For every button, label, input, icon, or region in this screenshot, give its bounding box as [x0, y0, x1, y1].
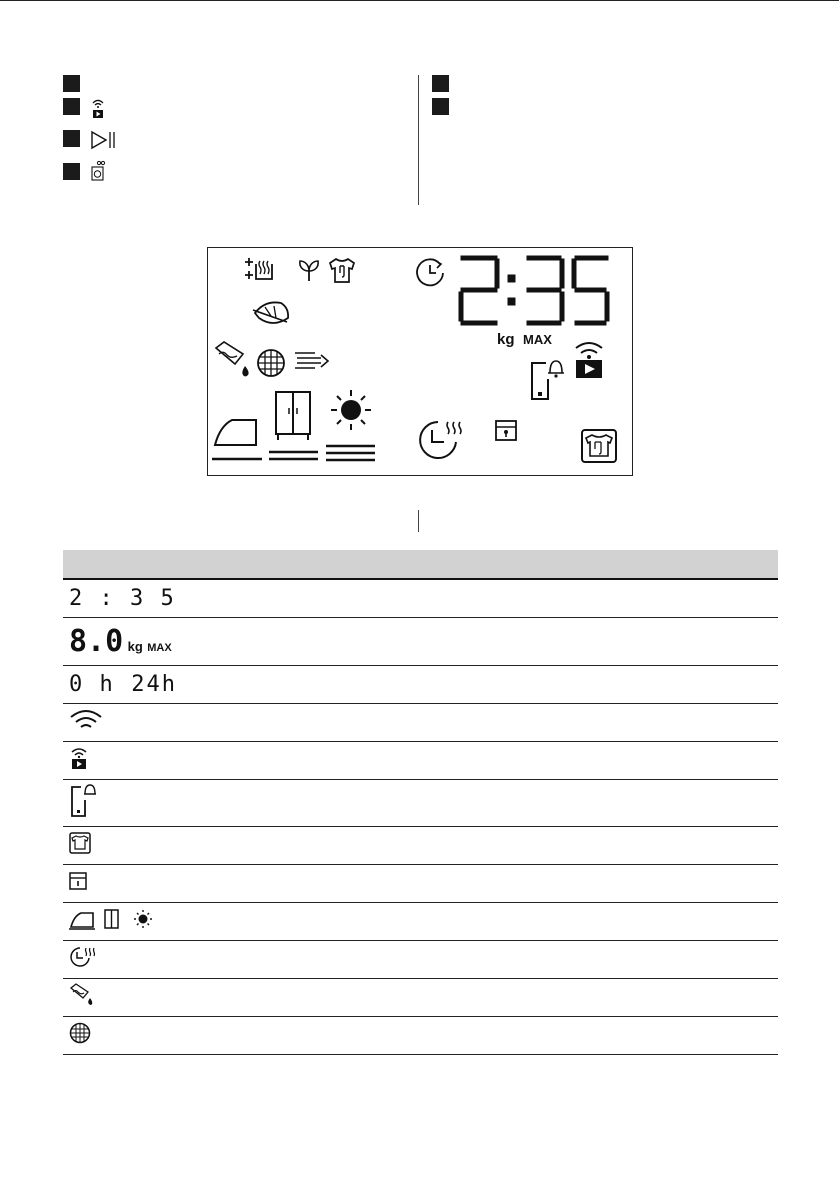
- time-readout: [455, 252, 610, 330]
- water-container-icon: [69, 983, 95, 1007]
- table-row: [63, 741, 778, 779]
- table-row: [63, 579, 778, 617]
- load-unit: kg: [127, 638, 143, 654]
- wifi-remote-icon: [572, 338, 606, 380]
- symbol-cell: [63, 665, 778, 703]
- filter-icon: [256, 348, 286, 378]
- callout-square: [432, 98, 449, 115]
- max-label: MAX: [523, 332, 552, 347]
- callout-square: [63, 163, 80, 180]
- callout-square: [63, 130, 80, 147]
- extra-steam-icon: [243, 255, 273, 283]
- iron-icon: [212, 410, 262, 462]
- table-row: [63, 779, 778, 826]
- table-row: [63, 703, 778, 741]
- delay-max: 24h: [131, 671, 177, 697]
- delay-min: 0 h: [69, 671, 115, 697]
- column-divider: [418, 510, 419, 532]
- callout-square: [63, 75, 80, 92]
- symbol-cell: [63, 864, 778, 902]
- table-row: [63, 1016, 778, 1054]
- remote-start-icon: [90, 98, 106, 120]
- symbol-cell: [63, 741, 778, 779]
- top-rule: [0, 0, 839, 1]
- symbol-cell: [63, 579, 778, 617]
- anticrease-icon: [69, 832, 91, 854]
- column-divider: [418, 75, 419, 205]
- dryness-icons: [69, 908, 161, 930]
- symbols-table: [63, 550, 778, 1055]
- shirt-icon: [327, 256, 357, 284]
- table-row: [63, 617, 778, 665]
- steam-time-icon: [418, 418, 470, 462]
- time-digits: 2 : 3 5: [69, 585, 176, 611]
- lock-icon: [69, 872, 87, 890]
- wifi-icon: [69, 709, 103, 731]
- symbol-cell: [63, 703, 778, 741]
- water-container-icon: [213, 340, 253, 380]
- lock-icon: [493, 418, 519, 444]
- symbol-cell: [63, 902, 778, 940]
- remote-start-icon: [69, 746, 89, 770]
- fan-icon: [297, 257, 321, 283]
- sun-icon: [325, 388, 377, 462]
- load-value: 8.0: [69, 623, 124, 659]
- table-row: [63, 826, 778, 864]
- program-options-icon: [90, 160, 106, 182]
- airflow-icon: [293, 350, 331, 372]
- filter-icon: [69, 1022, 91, 1044]
- callout-square: [63, 98, 80, 115]
- symbol-cell: [63, 1016, 778, 1054]
- load-max: MAX: [147, 641, 172, 654]
- table-row: [63, 978, 778, 1016]
- anticrease-icon: [580, 428, 618, 464]
- symbol-cell: [63, 978, 778, 1016]
- table-header: [63, 550, 778, 579]
- symbol-cell: [63, 826, 778, 864]
- phone-bell-icon: [69, 782, 97, 818]
- start-pause-icon: [90, 130, 120, 150]
- table-row: [63, 864, 778, 902]
- symbol-cell: [63, 940, 778, 978]
- phone-bell-icon: [528, 357, 568, 401]
- delay-start-icon: [414, 256, 446, 288]
- table-row: [63, 902, 778, 940]
- steam-time-icon: [69, 946, 97, 968]
- kg-label: kg: [497, 331, 515, 348]
- symbol-cell: [63, 779, 778, 826]
- cupboard-icon: [268, 390, 320, 462]
- table-row: [63, 665, 778, 703]
- eco-leaf-icon: [251, 298, 293, 328]
- symbol-cell: [63, 617, 778, 665]
- callout-square: [432, 75, 449, 92]
- table-row: [63, 940, 778, 978]
